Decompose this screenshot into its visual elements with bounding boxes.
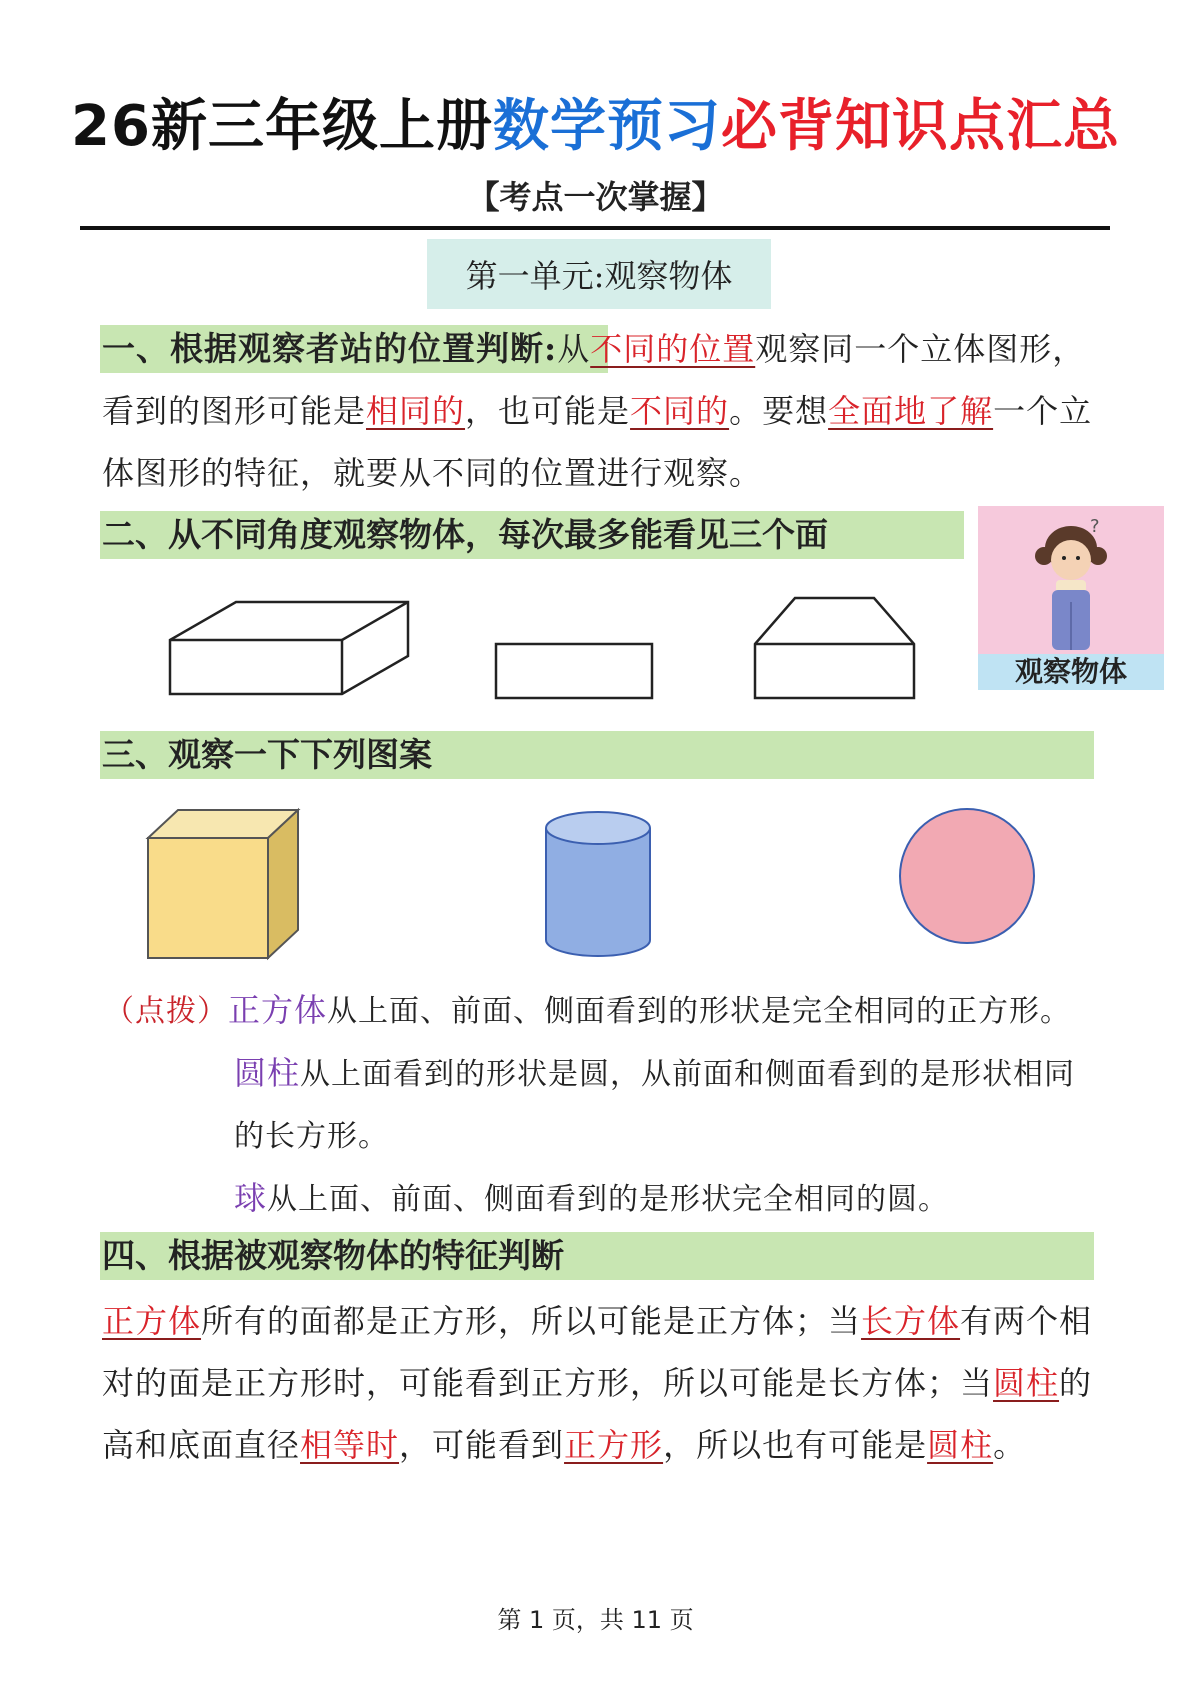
section4-key-term: 相等时 bbox=[300, 1426, 400, 1464]
box-3d-view bbox=[170, 602, 408, 694]
section1-text: 从 bbox=[557, 330, 591, 368]
cylinder-description: 从上面看到的形状是圆，从前面和侧面看到的是形状相同 bbox=[300, 1057, 1076, 1092]
section4-key-term: 圆柱 bbox=[993, 1364, 1060, 1402]
section2-heading: 二、从不同角度观察物体，每次最多能看见三个面 bbox=[102, 515, 828, 554]
tips-label: （点拨） bbox=[104, 994, 228, 1029]
subtitle: 【考点一次掌握】 bbox=[467, 178, 724, 216]
section3-heading: 三、观察一下下列图案 bbox=[102, 735, 432, 774]
rectangle-front-view bbox=[496, 644, 652, 698]
sphere-term: 球 bbox=[234, 1179, 268, 1217]
section4-text: 。 bbox=[993, 1426, 1027, 1464]
sphere-shape bbox=[900, 809, 1034, 943]
tips-line-cylinder bbox=[234, 1042, 1094, 1168]
page-title bbox=[0, 82, 1191, 162]
section1-heading: 一、根据观察者站的位置判断: bbox=[102, 329, 558, 368]
section4-paragraph bbox=[102, 1290, 1094, 1476]
girl-observing-picture bbox=[978, 506, 1164, 690]
section1-text: 观察同一个立体图形，看到的图形可能是 bbox=[102, 330, 1086, 430]
tips-line-cube bbox=[104, 980, 1071, 1042]
section1-key-term: 不同的位置 bbox=[590, 330, 756, 368]
tips-line-sphere bbox=[234, 1168, 949, 1230]
girl-icon bbox=[978, 506, 1164, 656]
picture-caption: 观察物体 bbox=[978, 654, 1164, 690]
section4-text: ，所以也有可能是 bbox=[663, 1426, 928, 1464]
trapezoid-side-view bbox=[755, 598, 914, 698]
title-part-black: 26新三年级上册 bbox=[71, 94, 493, 159]
cube-shape bbox=[148, 810, 298, 958]
cube-description: 从上面、前面、侧面看到的形状是完全相同的正方形。 bbox=[327, 994, 1072, 1029]
section1-key-term: 相同的 bbox=[366, 392, 466, 430]
section4-key-term: 圆柱 bbox=[927, 1426, 994, 1464]
solids-illustration bbox=[140, 800, 1040, 970]
section4-text: 的高和底面直径 bbox=[102, 1364, 1093, 1464]
section4-text: 有两个相对的面是正方形时，可能看到正方形，所以可能是长方体；当 bbox=[102, 1302, 1093, 1402]
section1-key-term: 全面地了解 bbox=[828, 392, 994, 430]
cylinder-term: 圆柱 bbox=[234, 1054, 301, 1092]
section4-key-term: 正方形 bbox=[564, 1426, 664, 1464]
sphere-description: 从上面、前面、侧面看到的是形状完全相同的圆。 bbox=[267, 1182, 950, 1217]
cube-term: 正方体 bbox=[228, 991, 328, 1029]
page-footer: 第 1 页，共 11 页 bbox=[497, 1606, 694, 1634]
section1-text: ，也可能是 bbox=[465, 392, 631, 430]
section1-text: 一个立体图形的特征，就要从不同的位置进行观察。 bbox=[102, 392, 1093, 492]
section4-text: 所有的面都是正方形，所以可能是正方体；当 bbox=[201, 1302, 862, 1340]
views-illustration bbox=[160, 590, 940, 710]
title-divider bbox=[80, 226, 1110, 230]
section1-text: 。要想 bbox=[729, 392, 829, 430]
title-part-blue: 数学预习 bbox=[492, 94, 721, 159]
section4-key-term: 长方体 bbox=[861, 1302, 961, 1340]
cylinder-description-cont: 的长方形。 bbox=[234, 1119, 389, 1154]
section1-key-term: 不同的 bbox=[630, 392, 730, 430]
section1-paragraph bbox=[102, 318, 1094, 504]
section4-text: ，可能看到 bbox=[399, 1426, 565, 1464]
title-part-red: 必背知识点汇总 bbox=[720, 94, 1120, 159]
unit-heading: 第一单元:观察物体 bbox=[427, 239, 771, 309]
section4-key-term: 正方体 bbox=[102, 1302, 202, 1340]
section4-heading: 四、根据被观察物体的特征判断 bbox=[102, 1236, 564, 1275]
cylinder-shape bbox=[546, 812, 650, 956]
svg-text:?: ? bbox=[1090, 516, 1100, 537]
